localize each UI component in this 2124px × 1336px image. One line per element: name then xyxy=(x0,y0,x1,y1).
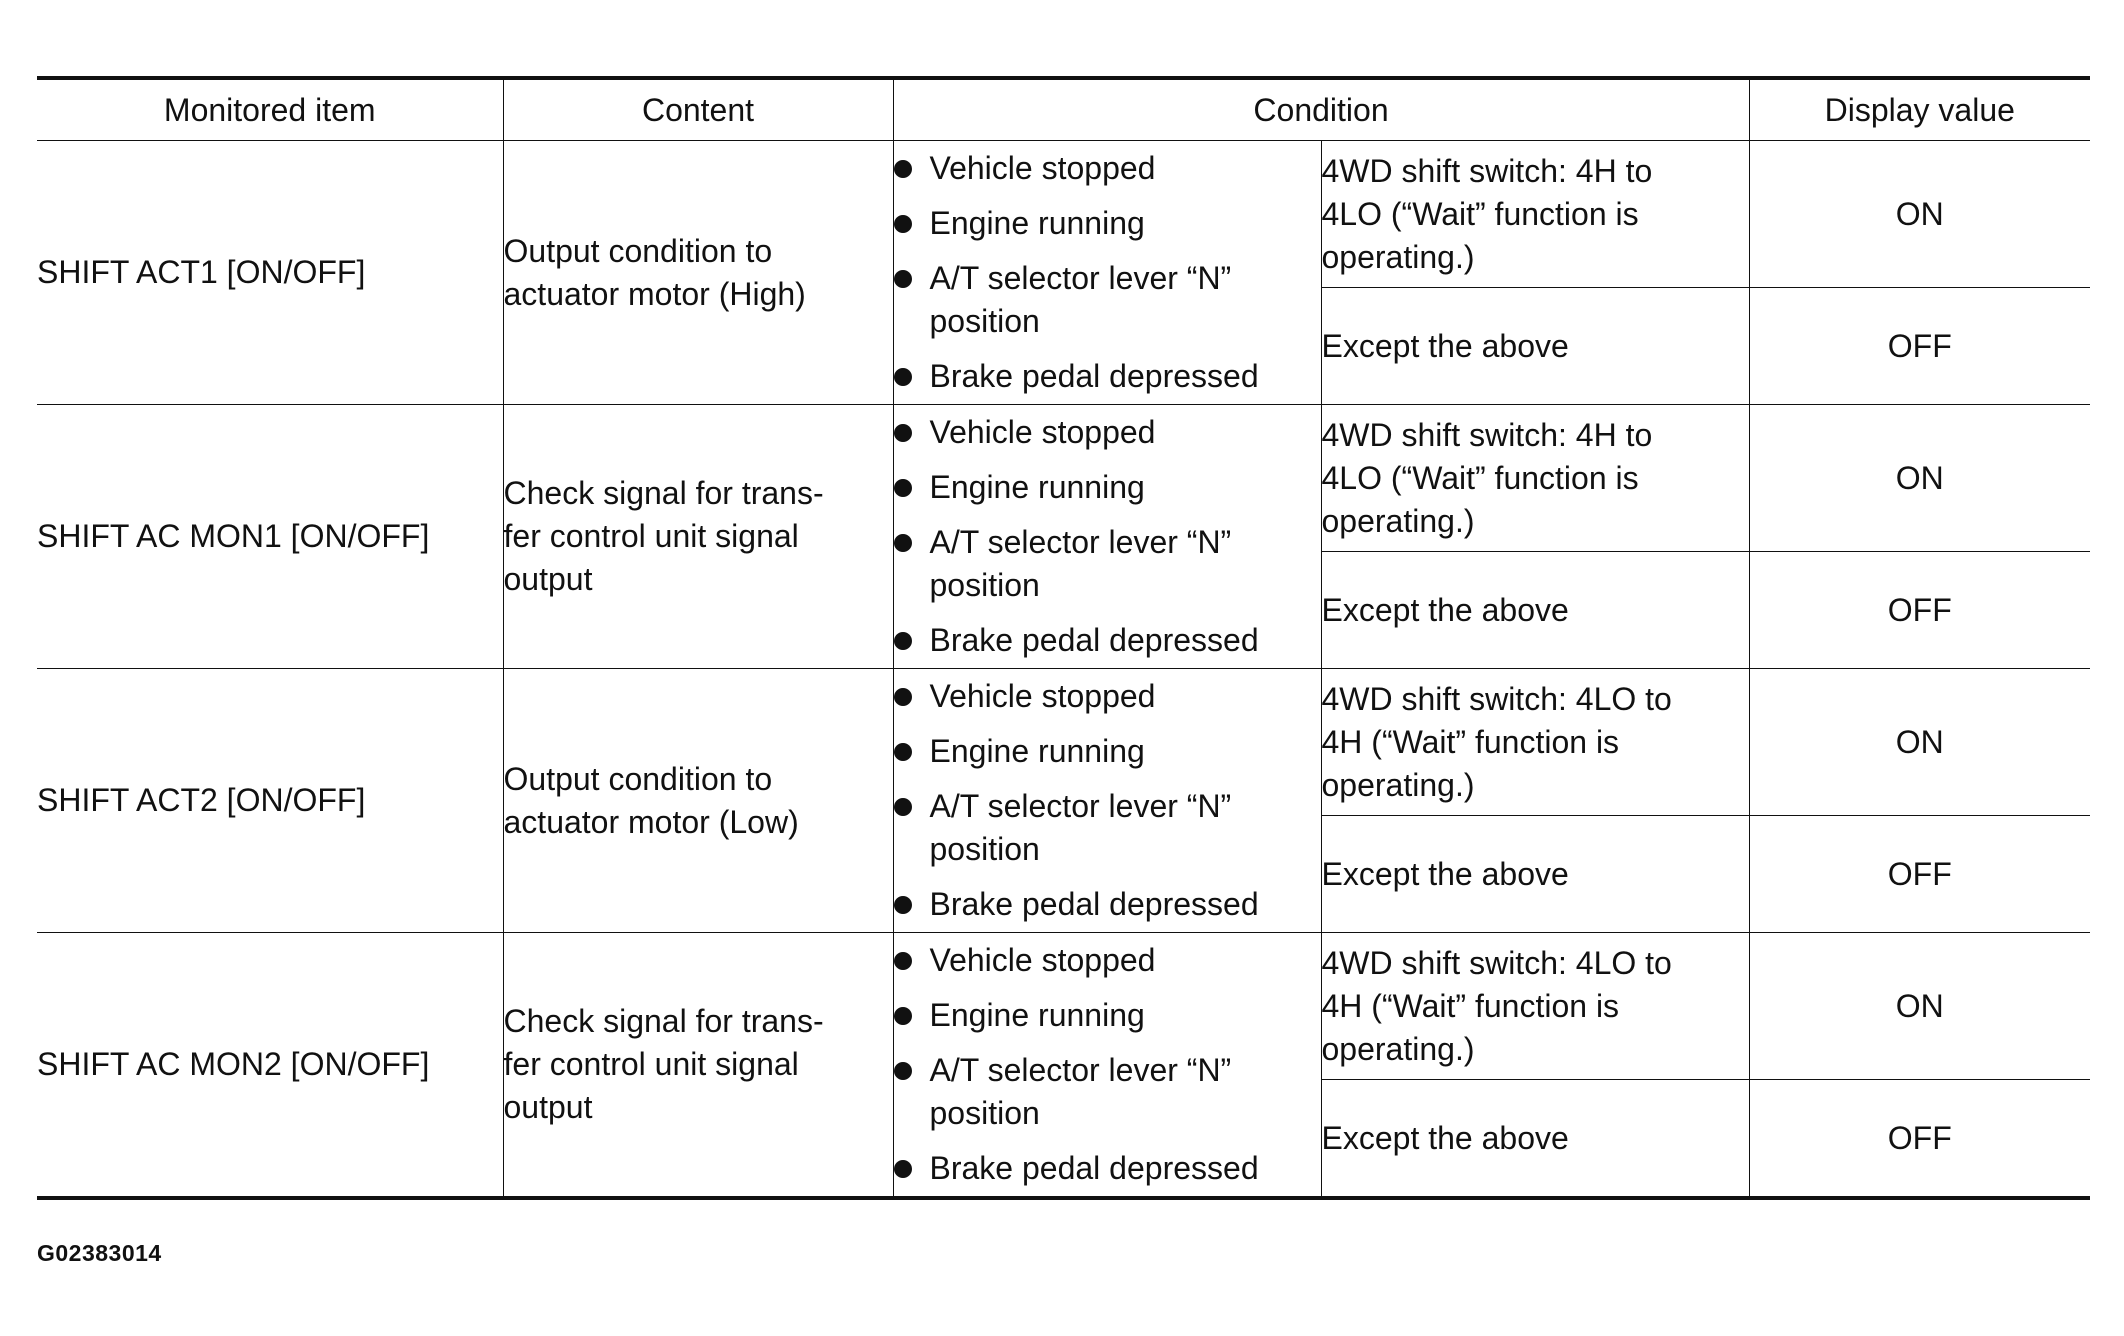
bullet-icon xyxy=(894,534,912,552)
condition-text: Vehicle stopped xyxy=(929,150,1156,186)
condition-item xyxy=(894,994,1321,1037)
header-display-value: Display value xyxy=(1749,78,2090,141)
content-line: output xyxy=(503,1089,593,1125)
monitored-item-cell: SHIFT ACT1 [ON/OFF] xyxy=(37,141,503,405)
on-condition-line: 4WD shift switch: 4H to xyxy=(1321,416,1653,453)
on-condition-cell xyxy=(1321,141,1749,288)
condition-text: A/T selector lever “N” position xyxy=(929,788,1232,867)
table-row xyxy=(37,141,2090,288)
off-condition-cell: Except the above xyxy=(1321,1080,1749,1199)
condition-item xyxy=(894,883,1321,926)
bullet-icon xyxy=(894,896,912,914)
condition-item xyxy=(894,147,1321,190)
display-value-off: OFF xyxy=(1749,1080,2090,1199)
bullet-icon xyxy=(894,688,912,706)
display-value-on: ON xyxy=(1749,405,2090,552)
condition-text: Vehicle stopped xyxy=(929,414,1156,450)
content-line: Output condition to xyxy=(503,232,773,269)
condition-item xyxy=(894,785,1321,871)
on-condition-line: 4WD shift switch: 4LO to xyxy=(1321,680,1672,717)
bullet-icon xyxy=(894,479,912,497)
condition-list-cell xyxy=(893,405,1321,669)
header-condition: Condition xyxy=(893,78,1749,141)
display-value-off: OFF xyxy=(1749,816,2090,933)
condition-list xyxy=(894,939,1321,1190)
on-condition-cell xyxy=(1321,669,1749,816)
condition-text: A/T selector lever “N” position xyxy=(929,260,1232,339)
condition-list-cell xyxy=(893,669,1321,933)
condition-item xyxy=(894,939,1321,982)
on-condition-cell xyxy=(1321,405,1749,552)
on-condition-line: 4H (“Wait” function is xyxy=(1321,987,1620,1024)
bullet-icon xyxy=(894,952,912,970)
header-content: Content xyxy=(503,78,893,141)
on-condition-line: 4WD shift switch: 4LO to xyxy=(1321,944,1672,981)
condition-text: A/T selector lever “N” position xyxy=(929,1052,1232,1131)
bullet-icon xyxy=(894,160,912,178)
condition-list xyxy=(894,675,1321,926)
condition-text: Brake pedal depressed xyxy=(929,358,1259,394)
bullet-icon xyxy=(894,1160,912,1178)
content-line: output xyxy=(503,561,593,597)
table-row xyxy=(37,405,2090,552)
content-line: fer control unit signal xyxy=(503,1046,799,1082)
bullet-icon xyxy=(894,424,912,442)
condition-text: Engine running xyxy=(929,997,1145,1033)
content-line: Check signal for trans- xyxy=(503,1003,824,1039)
condition-text: Engine running xyxy=(929,205,1145,241)
on-condition-line: operating.) xyxy=(1321,238,1475,275)
condition-item xyxy=(894,355,1321,398)
bullet-icon xyxy=(894,215,912,233)
bullet-icon xyxy=(894,270,912,288)
content-line: fer control unit signal xyxy=(503,518,799,554)
condition-text: Brake pedal depressed xyxy=(929,1150,1259,1186)
content-cell xyxy=(503,669,893,933)
bullet-icon xyxy=(894,368,912,386)
condition-text: Brake pedal depressed xyxy=(929,886,1259,922)
header-row xyxy=(37,78,2090,141)
figure-id: G02383014 xyxy=(37,1240,162,1266)
off-condition-cell: Except the above xyxy=(1321,816,1749,933)
condition-item xyxy=(894,1049,1321,1135)
content-cell xyxy=(503,405,893,669)
off-condition-cell: Except the above xyxy=(1321,288,1749,405)
content-line: Check signal for trans- xyxy=(503,475,824,511)
display-value-off: OFF xyxy=(1749,552,2090,669)
display-value-on: ON xyxy=(1749,669,2090,816)
on-condition-line: operating.) xyxy=(1321,1030,1475,1067)
condition-text: A/T selector lever “N” position xyxy=(929,524,1232,603)
on-condition-line: operating.) xyxy=(1321,502,1475,539)
condition-list xyxy=(894,147,1321,398)
table-row xyxy=(37,933,2090,1080)
condition-item xyxy=(894,466,1321,509)
display-value-on: ON xyxy=(1749,933,2090,1080)
condition-list-cell xyxy=(893,141,1321,405)
condition-item xyxy=(894,619,1321,662)
condition-text: Vehicle stopped xyxy=(929,942,1156,978)
condition-item xyxy=(894,257,1321,343)
content-cell xyxy=(503,933,893,1199)
on-condition-cell xyxy=(1321,933,1749,1080)
content-cell xyxy=(503,141,893,405)
condition-item xyxy=(894,730,1321,773)
display-value-on: ON xyxy=(1749,141,2090,288)
bullet-icon xyxy=(894,798,912,816)
on-condition-line: operating.) xyxy=(1321,766,1475,803)
display-value-off: OFF xyxy=(1749,288,2090,405)
on-condition-line: 4WD shift switch: 4H to xyxy=(1321,152,1653,189)
monitored-item-cell: SHIFT AC MON1 [ON/OFF] xyxy=(37,405,503,669)
condition-text: Vehicle stopped xyxy=(929,678,1156,714)
condition-item xyxy=(894,411,1321,454)
monitored-item-cell: SHIFT ACT2 [ON/OFF] xyxy=(37,669,503,933)
content-line: actuator motor (Low) xyxy=(503,803,799,840)
condition-item xyxy=(894,202,1321,245)
on-condition-line: 4LO (“Wait” function is xyxy=(1321,459,1639,496)
on-condition-line: 4H (“Wait” function is xyxy=(1321,723,1620,760)
condition-item xyxy=(894,521,1321,607)
condition-item xyxy=(894,675,1321,718)
condition-list-cell xyxy=(893,933,1321,1199)
header-monitored-item: Monitored item xyxy=(37,78,503,141)
condition-text: Engine running xyxy=(929,733,1145,769)
content-line: actuator motor (High) xyxy=(503,275,806,312)
condition-list xyxy=(894,411,1321,662)
on-condition-line: 4LO (“Wait” function is xyxy=(1321,195,1639,232)
condition-text: Engine running xyxy=(929,469,1145,505)
monitor-items-table xyxy=(37,76,2090,1200)
content-line: Output condition to xyxy=(503,760,773,797)
bullet-icon xyxy=(894,743,912,761)
off-condition-cell: Except the above xyxy=(1321,552,1749,669)
table-row xyxy=(37,669,2090,816)
bullet-icon xyxy=(894,1062,912,1080)
bullet-icon xyxy=(894,1007,912,1025)
condition-item xyxy=(894,1147,1321,1190)
monitored-item-cell: SHIFT AC MON2 [ON/OFF] xyxy=(37,933,503,1199)
bullet-icon xyxy=(894,632,912,650)
condition-text: Brake pedal depressed xyxy=(929,622,1259,658)
